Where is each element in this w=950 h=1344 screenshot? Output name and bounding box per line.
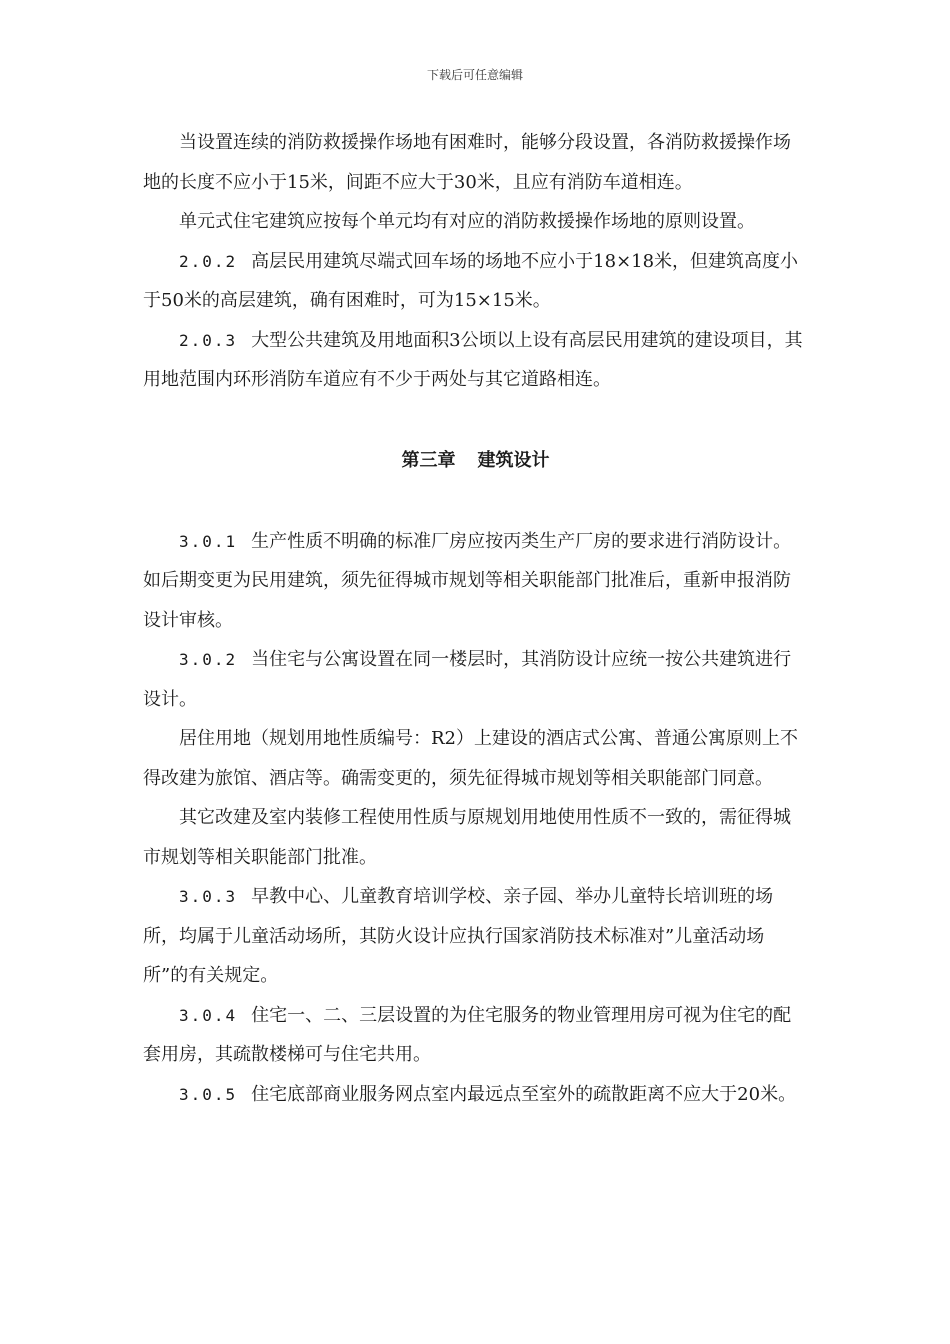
clause-text: 高层民用建筑尽端式回车场的场地不应小于18×18米，但建筑高度小于50米的高层建筑，确有困难时，可为15×15米。 (143, 250, 799, 311)
clause-text: 住宅底部商业服务网点室内最远点至室外的疏散距离不应大于20米。 (251, 1083, 797, 1105)
chapter-number: 第三章 (401, 449, 456, 471)
paragraph-r2-land-use: 居住用地（规划用地性质编号：R2）上建设的酒店式公寓、普通公寓原则上不得改建为旅馆、酒店等。确需变更的，须先征得城市规划等相关职能部门同意。 (143, 728, 799, 789)
clause-3-0-5 (143, 1075, 808, 1115)
clause-number: 3.0.5 (179, 1084, 238, 1104)
clause-3-0-1 (143, 522, 808, 641)
clause-number: 3.0.3 (179, 887, 238, 906)
clause-2-0-2 (143, 242, 808, 321)
clause-3-0-2 (143, 640, 808, 719)
clause-3-0-4 (143, 996, 808, 1075)
paragraph-unit-residential: 单元式住宅建筑应按每个单元均有对应的消防救援操作场地的原则设置。 (179, 211, 755, 232)
clause-3-0-3 (143, 877, 808, 996)
paragraph-rescue-site-segments: 当设置连续的消防救援操作场地有困难时，能够分段设置，各消防救援操作场地的长度不应小于15米，间距不应大于30米，且应有消防车道相连。 (143, 132, 791, 193)
clause-number: 3.0.2 (179, 650, 238, 669)
clause-text: 生产性质不明确的标准厂房应按丙类生产厂房的要求进行消防设计。如后期变更为民用建筑，须先征得城市规划等相关职能部门批准后，重新申报消防设计审核。 (143, 530, 792, 631)
clause-text: 早教中心、儿童教育培训学校、亲子园、举办儿童特长培训班的场所，均属于儿童活动场所，其防火设计应执行国家消防技术标准对”儿童活动场所”的有关规定。 (143, 886, 774, 986)
clause-text: 住宅一、二、三层设置的为住宅服务的物业管理用房可视为住宅的配套用房，其疏散楼梯可与住宅共用。 (143, 1004, 792, 1065)
clause-2-0-3 (143, 321, 808, 400)
clause-number: 2.0.3 (179, 330, 238, 350)
chapter-title (143, 442, 808, 480)
paragraph-other-renovation: 其它改建及室内装修工程使用性质与原规划用地使用性质不一致的，需征得城市规划等相关职能部门批准。 (143, 807, 791, 868)
page-header: 下载后可任意编辑 (426, 68, 523, 82)
chapter-name: 建筑设计 (477, 449, 550, 471)
clause-number: 3.0.4 (179, 1005, 238, 1025)
document-body (143, 123, 808, 1114)
clause-number: 2.0.2 (179, 251, 238, 271)
clause-number: 3.0.1 (179, 531, 238, 551)
clause-text: 大型公共建筑及用地面积3公顷以上设有高层民用建筑的建设项目，其用地范围内环形消防车道应有不少于两处与其它道路相连。 (143, 329, 803, 390)
clause-text: 当住宅与公寓设置在同一楼层时，其消防设计应统一按公共建筑进行设计。 (143, 649, 792, 710)
